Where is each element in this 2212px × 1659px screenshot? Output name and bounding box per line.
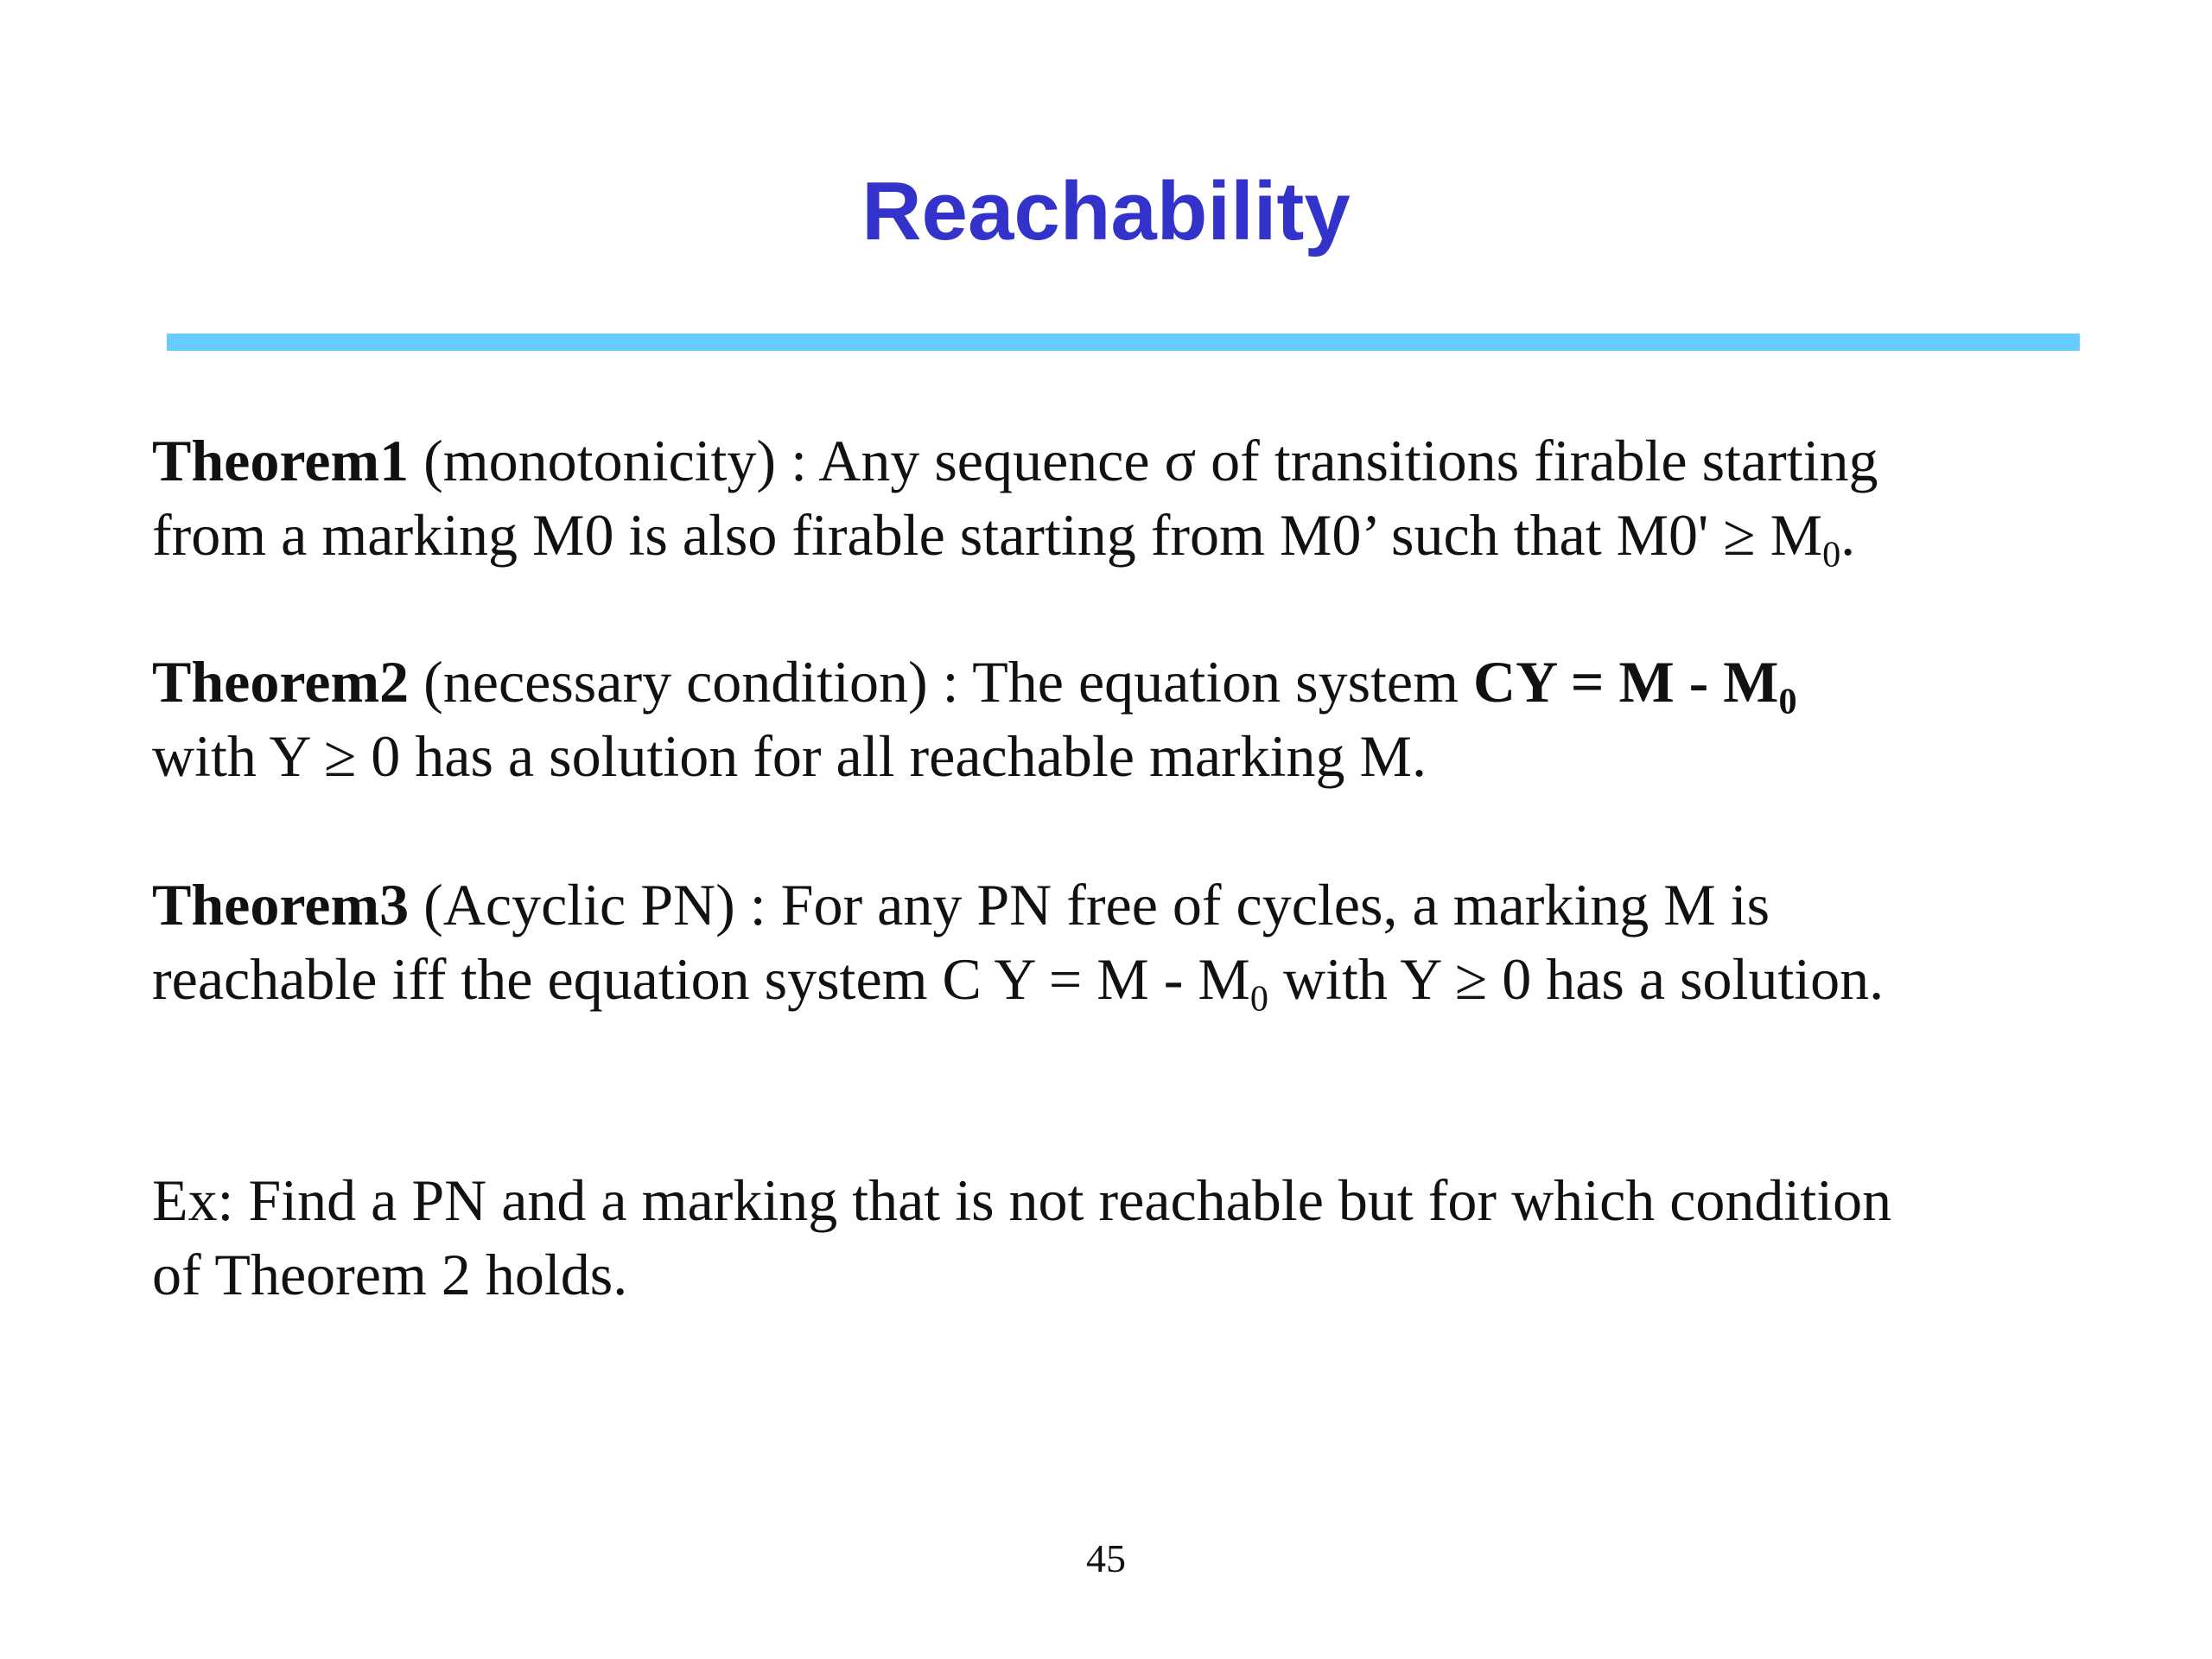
theorem1-line1-text: (monotonicity) : Any sequence σ of transitions firable starting xyxy=(409,428,1878,493)
theorem1-line1 xyxy=(152,423,2079,498)
exercise-paragraph xyxy=(152,1163,2079,1312)
theorem1-line2 xyxy=(152,498,2079,575)
theorem3-subscript: 0 xyxy=(1249,978,1268,1020)
theorem2-line1 xyxy=(152,645,2079,722)
exercise-line1: Ex: Find a PN and a marking that is not reachable but for which condition xyxy=(152,1167,1892,1233)
theorem3-paragraph xyxy=(152,868,2079,1020)
theorem1-paragraph xyxy=(152,423,2079,575)
slide-title: Reachability xyxy=(861,165,1351,257)
theorem2-label: Theorem2 xyxy=(152,649,410,715)
theorem3-line2-text: reachable iff the equation system C Y = M - M xyxy=(152,946,1250,1012)
page-number: 45 xyxy=(1086,1536,1126,1580)
title-divider xyxy=(167,334,2080,351)
theorem2-paragraph xyxy=(152,645,2079,793)
theorem3-line1 xyxy=(152,868,2079,942)
theorem1-label: Theorem1 xyxy=(152,428,410,493)
theorem2-line1-text: (necessary condition) : The equation system xyxy=(409,649,1474,715)
theorem1-subscript: 0 xyxy=(1822,534,1841,575)
exercise-line2: of Theorem 2 holds. xyxy=(152,1242,628,1307)
theorem1-line2-text: from a marking M0 is also firable starting from M0’ such that M0' ≥ M xyxy=(152,502,1823,568)
theorem3-label: Theorem3 xyxy=(152,872,410,938)
theorem2-line2: with Y ≥ 0 has a solution for all reachable marking M. xyxy=(152,723,1427,789)
theorem3-line2 xyxy=(152,942,2079,1020)
theorem3-line1-text: (Acyclic PN) : For any PN free of cycles, a marking M is xyxy=(409,872,1770,938)
theorem2-equation-subscript: 0 xyxy=(1778,681,1797,722)
theorem2-equation: CY = M - M xyxy=(1473,649,1779,715)
theorem3-line2-end: with Y ≥ 0 has a solution. xyxy=(1268,946,1885,1012)
theorem1-line2-end: . xyxy=(1840,502,1856,568)
